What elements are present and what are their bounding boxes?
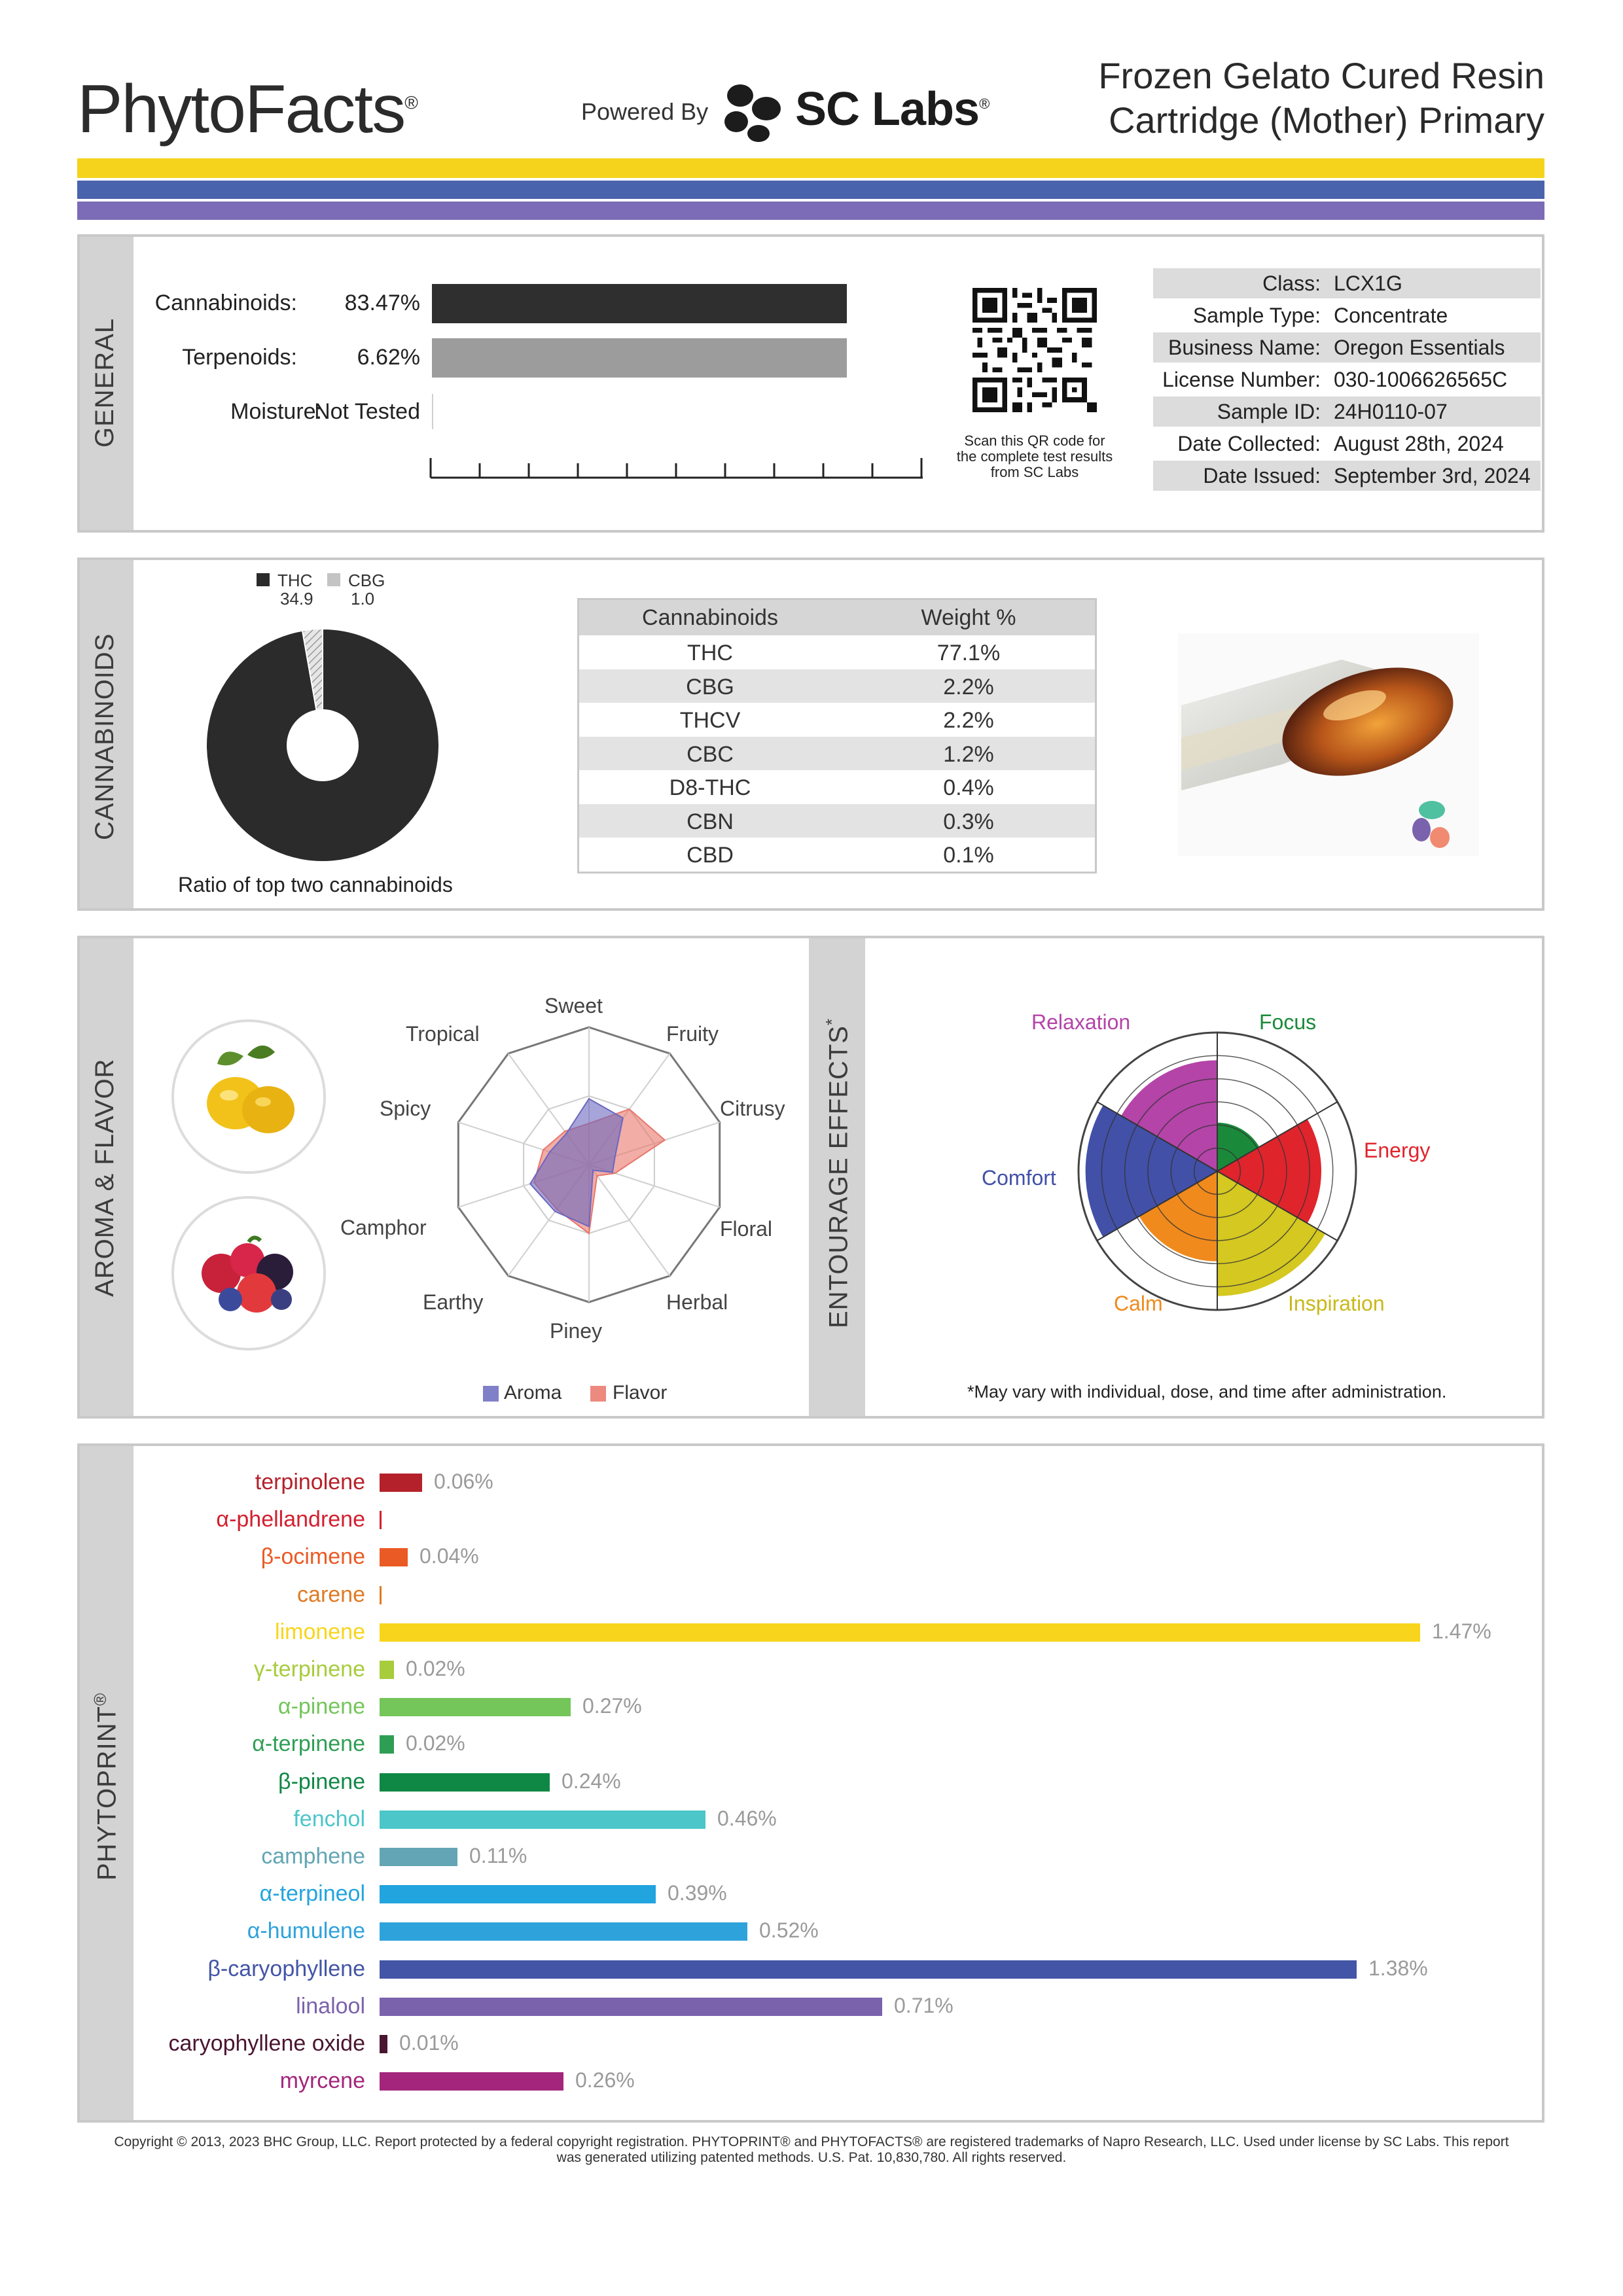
terpene-name-label: β-caryophyllene xyxy=(207,1956,365,1981)
terpene-value-label: 0.52% xyxy=(759,1918,819,1943)
cell-weight: 1.2% xyxy=(943,741,994,767)
legend-cbg-name: CBG xyxy=(348,571,385,590)
terpene-bar xyxy=(380,2035,387,2053)
legend-swatch-thc xyxy=(257,573,270,586)
moisture-label: Moisture: xyxy=(230,399,322,424)
terpene-bar xyxy=(380,1810,705,1829)
table-row xyxy=(579,737,1095,771)
lemon-image xyxy=(170,1018,327,1175)
legend-thc-value: 34.9 xyxy=(280,589,313,609)
sc-labs-logo-icon xyxy=(717,80,787,143)
legend-cbg-value: 1.0 xyxy=(351,589,375,609)
moisture-value: Not Tested xyxy=(314,399,420,424)
terpene-name-label: caryophyllene oxide xyxy=(168,2031,365,2056)
stripe-yellow xyxy=(77,158,1544,178)
info-value: LCX1G xyxy=(1334,272,1402,295)
cell-name: CBC xyxy=(687,741,734,767)
info-value: 24H0110-07 xyxy=(1334,400,1448,423)
terpene-name-label: camphene xyxy=(261,1844,365,1869)
terpene-name-label: fenchol xyxy=(293,1806,365,1831)
terpene-bar xyxy=(380,1698,571,1716)
terpene-name-label: α-pinene xyxy=(277,1694,365,1720)
terpene-name-label: limonene xyxy=(275,1619,365,1644)
table-row xyxy=(579,635,1095,669)
terpene-name-label: β-ocimene xyxy=(260,1544,365,1570)
aroma-axis-fruity: Fruity xyxy=(666,1022,719,1046)
info-key: Date Collected: xyxy=(1177,432,1321,455)
ratio-donut-chart xyxy=(204,627,441,864)
copyright-footer xyxy=(85,2134,1538,2166)
info-key: Class: xyxy=(1262,272,1321,295)
cell-weight: 0.3% xyxy=(943,809,994,834)
effect-label-focus: Focus xyxy=(1259,1010,1317,1034)
entourage-effects-chart xyxy=(1067,1021,1368,1322)
legend-thc-name: THC xyxy=(277,571,313,590)
terpene-value-label: 0.02% xyxy=(406,1731,465,1756)
terpenoids-bar xyxy=(432,338,847,378)
cannabinoids-section-label: CANNABINOIDS xyxy=(90,633,119,840)
sc-labs-wordmark: SC Labs® xyxy=(795,83,990,135)
terpene-value-label: 0.26% xyxy=(575,2068,635,2093)
info-row xyxy=(1153,461,1541,491)
terpenoids-value: 6.62% xyxy=(357,345,420,370)
terpene-name-label: β-pinene xyxy=(278,1769,365,1794)
terpene-bar xyxy=(380,1511,382,1529)
cell-name: CBD xyxy=(687,843,734,868)
aroma-axis-citrusy: Citrusy xyxy=(720,1097,785,1120)
effect-label-calm: Calm xyxy=(1114,1292,1163,1315)
cell-weight: 2.2% xyxy=(943,674,994,699)
cell-name: D8-THC xyxy=(669,775,751,800)
qr-code[interactable] xyxy=(972,288,1097,412)
legend-swatch-flavor xyxy=(590,1386,606,1402)
terpene-bar xyxy=(380,1735,394,1754)
cell-name: THCV xyxy=(679,708,741,733)
radar-spoke xyxy=(589,1165,669,1276)
terpene-bar xyxy=(380,1474,422,1492)
general-scale-axis xyxy=(429,453,927,482)
table-row xyxy=(579,804,1095,838)
terpene-value-label: 0.11% xyxy=(469,1844,527,1867)
terpene-bar xyxy=(380,1960,1357,1979)
info-key: Sample ID: xyxy=(1217,400,1321,423)
terpenoids-label: Terpenoids: xyxy=(182,345,297,370)
cell-name: CBN xyxy=(687,809,734,834)
terpene-name-label: α-phellandrene xyxy=(216,1507,365,1532)
terpene-bar xyxy=(380,1548,408,1566)
terpene-bar xyxy=(380,1773,550,1792)
terpene-name-label: linalool xyxy=(296,1993,365,2019)
terpene-value-label: 0.46% xyxy=(717,1806,777,1830)
terpene-value-label: 0.24% xyxy=(562,1769,621,1793)
terpene-value-label: 1.38% xyxy=(1368,1956,1428,1980)
info-row xyxy=(1153,429,1541,459)
info-value: August 28th, 2024 xyxy=(1334,432,1504,455)
terpene-bar xyxy=(380,1586,382,1604)
info-value: Concentrate xyxy=(1334,304,1448,327)
terpene-value-label: 0.06% xyxy=(434,1470,493,1493)
terpene-name-label: carene xyxy=(297,1581,365,1607)
terpene-bar xyxy=(380,1848,457,1866)
terpene-name-label: α-terpineol xyxy=(259,1881,365,1907)
legend-flavor: Flavor xyxy=(613,1382,668,1404)
terpene-name-label: γ-terpinene xyxy=(253,1657,365,1682)
aroma-axis-spicy: Spicy xyxy=(380,1097,431,1120)
cell-weight: 0.4% xyxy=(943,775,994,800)
stripe-purple xyxy=(77,202,1544,220)
terpene-value-label: 0.27% xyxy=(582,1694,642,1718)
info-value: Oregon Essentials xyxy=(1334,336,1505,359)
table-row xyxy=(579,669,1095,703)
effect-label-comfort: Comfort xyxy=(982,1166,1056,1190)
powered-by-label: Powered By xyxy=(581,98,709,125)
aroma-axis-herbal: Herbal xyxy=(666,1290,728,1314)
terpene-bar xyxy=(380,1623,1420,1642)
terpene-bar xyxy=(380,1661,394,1679)
product-title-line2: Cartridge (Mother) Primary xyxy=(1109,99,1544,141)
aroma-axis-earthy: Earthy xyxy=(423,1290,484,1314)
info-row xyxy=(1153,364,1541,395)
radar-series-aroma xyxy=(530,1099,623,1226)
table-row xyxy=(579,703,1095,737)
cell-weight: 77.1% xyxy=(936,641,1001,665)
qr-caption: Scan this QR code for the complete test results from SC Labs xyxy=(956,433,1113,480)
cell-weight: 2.2% xyxy=(943,708,994,733)
info-key: Business Name: xyxy=(1168,336,1321,359)
info-row xyxy=(1153,397,1541,427)
terpene-name-label: myrcene xyxy=(279,2068,365,2094)
phytofacts-logo: PhytoFacts® xyxy=(77,71,418,147)
terpene-value-label: 0.39% xyxy=(668,1881,727,1905)
terpene-name-label: α-humulene xyxy=(247,1918,365,1944)
ratio-caption: Ratio of top two cannabinoids xyxy=(178,873,453,896)
terpene-value-label: 1.47% xyxy=(1432,1619,1491,1643)
terpene-bar xyxy=(380,2072,563,2091)
aroma-axis-tropical: Tropical xyxy=(406,1022,480,1046)
terpene-bar xyxy=(380,1885,656,1903)
cell-name: THC xyxy=(687,641,733,665)
info-row xyxy=(1153,268,1541,298)
info-value: September 3rd, 2024 xyxy=(1334,464,1531,487)
legend-aroma: Aroma xyxy=(504,1382,562,1404)
table-row xyxy=(579,838,1095,872)
product-title xyxy=(1098,54,1544,143)
product-photo-image xyxy=(1178,633,1479,856)
moisture-bar-empty xyxy=(432,394,433,429)
terpene-value-label: 0.71% xyxy=(894,1993,954,2017)
info-value: 030-1006626565C xyxy=(1334,368,1508,391)
terpene-bar xyxy=(380,1922,747,1941)
info-key: Sample Type: xyxy=(1192,304,1321,327)
terpene-value-label: 0.01% xyxy=(399,2031,459,2055)
terpene-value-label: 0.04% xyxy=(419,1544,479,1568)
phytoprint-section-label: PHYTOPRINT® xyxy=(90,1692,122,1881)
footer-line2: was generated utilizing patented methods. U.S. Pat. 10,830,780. All rights reserved. xyxy=(556,2150,1067,2165)
product-title-line1: Frozen Gelato Cured Resin xyxy=(1098,55,1544,96)
legend-swatch-cbg xyxy=(327,573,340,586)
info-key: License Number: xyxy=(1162,368,1321,391)
stripe-blue xyxy=(77,181,1544,199)
terpene-bar xyxy=(380,1998,882,2016)
entourage-section-label: ENTOURAGE EFFECTS* xyxy=(822,1017,853,1328)
effect-label-energy: Energy xyxy=(1364,1139,1431,1162)
info-row xyxy=(1153,332,1541,362)
cannabinoids-label: Cannabinoids: xyxy=(154,291,297,315)
general-section-label: GENERAL xyxy=(90,317,119,448)
cell-name: CBG xyxy=(686,674,734,699)
footer-line1: Copyright © 2013, 2023 BHC Group, LLC. Report protected by a federal copyright registration. PHYTOPRINT® and PHYTOFACTS® are registered trademarks of Napro Research, LLC. Used under license by SC Labs. This report xyxy=(114,2134,1509,2149)
effect-label-inspiration: Inspiration xyxy=(1288,1292,1385,1315)
cannabinoids-value: 83.47% xyxy=(344,291,420,315)
cannabinoids-table xyxy=(577,598,1097,874)
berries-image xyxy=(170,1195,327,1352)
aroma-section-label: AROMA & FLAVOR xyxy=(90,1058,119,1297)
effect-label-relaxation: Relaxation xyxy=(1031,1010,1131,1034)
aroma-axis-floral: Floral xyxy=(720,1217,773,1241)
cell-weight: 0.1% xyxy=(943,843,994,868)
cannabinoids-bar xyxy=(432,284,847,323)
table-row xyxy=(579,770,1095,804)
aroma-axis-camphor: Camphor xyxy=(340,1216,427,1239)
terpene-name-label: α-terpinene xyxy=(252,1731,365,1757)
entourage-footnote: *May vary with individual, dose, and time after administration. xyxy=(967,1382,1447,1402)
terpene-value-label: 0.02% xyxy=(406,1657,465,1680)
aroma-axis-piney: Piney xyxy=(550,1319,603,1343)
legend-swatch-aroma xyxy=(483,1386,499,1402)
aroma-axis-sweet: Sweet xyxy=(544,994,603,1017)
column-header-weight: Weight % xyxy=(921,605,1016,630)
terpene-name-label: terpinolene xyxy=(255,1470,365,1494)
column-header-cannabinoids: Cannabinoids xyxy=(642,605,778,630)
info-key: Date Issued: xyxy=(1203,464,1321,487)
info-row xyxy=(1153,300,1541,330)
table-header xyxy=(579,600,1095,635)
